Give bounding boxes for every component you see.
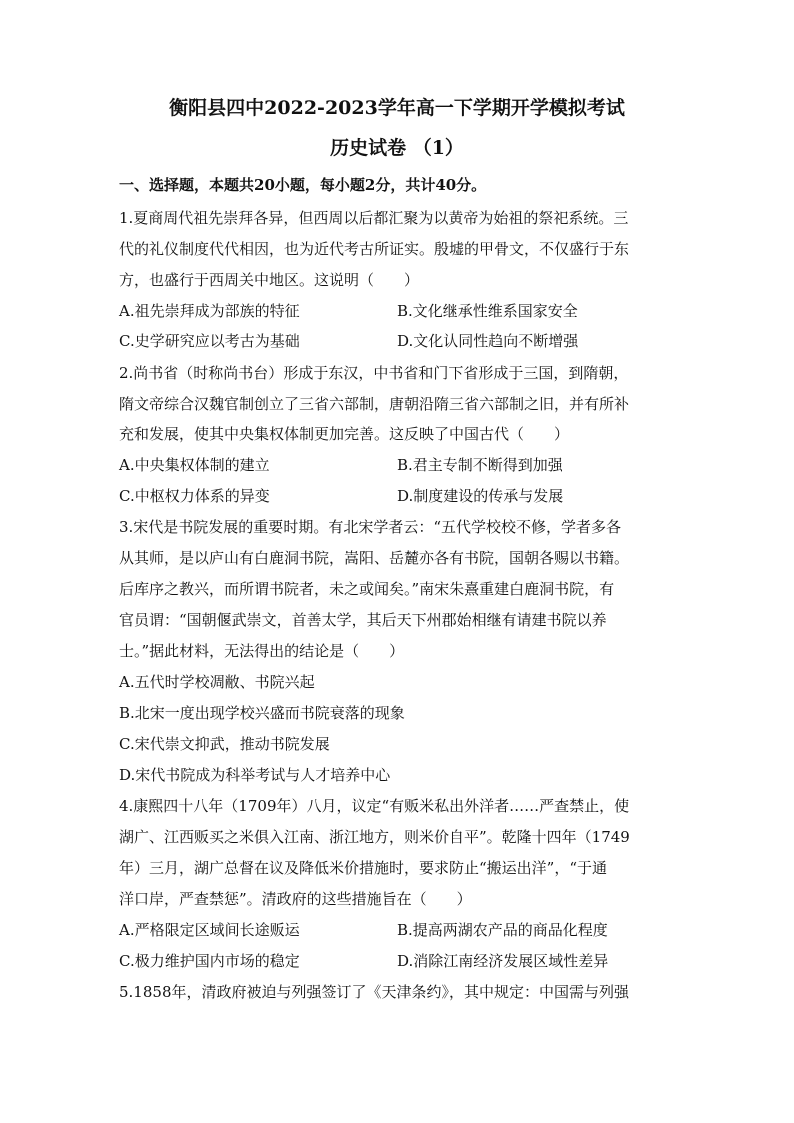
question-3-option-b: B.北宋一度出现学校兴盛而书院衰落的现象 (119, 704, 405, 722)
question-1-option-c: C.史学研究应以考古为基础 (119, 332, 300, 350)
question-3-line: 后库序之教兴，而所谓书院者，未之或闻矣。”南宋朱熹重建白鹿洞书院，有 (119, 580, 615, 598)
question-2-line: 隋文帝综合汉魏官制创立了三省六部制，唐朝沿隋三省六部制之旧，并有所补 (119, 395, 630, 413)
question-3-option-d: D.宋代书院成为科举考试与人才培养中心 (119, 766, 391, 784)
question-2-option-c: C.中枢权力体系的异变 (119, 487, 270, 505)
question-2-line: 2.尚书省（时称尚书台）形成于东汉，中书省和门下省形成于三国，到隋朝， (119, 364, 629, 382)
exam-title: 衡阳县四中2022-2023学年高一下学期开学模拟考试 (169, 97, 625, 119)
question-5-line: 5.1858年，清政府被迫与列强签订了《天津条约》，其中规定：中国需与列强 (119, 983, 629, 1001)
question-3-option-a: A.五代时学校凋敝、书院兴起 (119, 673, 315, 691)
question-4-option-a: A.严格限定区域间长途贩运 (119, 921, 300, 939)
question-2-option-a: A.中央集权体制的建立 (119, 456, 270, 474)
question-2-option-b: B.君主专制不断得到加强 (397, 456, 563, 474)
question-3-line: 士。”据此材料，无法得出的结论是（ ） (119, 642, 405, 660)
question-4-line: 年）三月，湖广总督在议及降低米价措施时，要求防止“搬运出洋”，“于通 (119, 859, 608, 877)
exam-subtitle: 历史试卷 （1） (330, 137, 464, 159)
question-4-line: 4.康熙四十八年（1709年）八月，议定“有贩米私出外洋者……严查禁止，使 (119, 797, 630, 815)
question-3-option-c: C.宋代崇文抑武，推动书院发展 (119, 735, 330, 753)
question-2-option-d: D.制度建设的传承与发展 (397, 487, 564, 505)
question-4-option-b: B.提高两湖农产品的商品化程度 (397, 921, 608, 939)
question-4-line: 洋口岸，严查禁惩”。清政府的这些措施旨在（ ） (119, 890, 472, 908)
question-1-line: 1.夏商周代祖先崇拜各异，但西周以后都汇聚为以黄帝为始祖的祭祀系统。三 (119, 209, 629, 227)
question-1-line: 代的礼仪制度代代相因，也为近代考古所证实。殷墟的甲骨文，不仅盛行于东 (119, 240, 630, 258)
question-3-line: 官员谓：“国朝偃武崇文，首善太学，其后天下州郡始相继有请建书院以养 (119, 611, 607, 629)
question-1-line: 方，也盛行于西周关中地区。这说明（ ） (119, 271, 420, 289)
question-3-line: 3.宋代是书院发展的重要时期。有北宋学者云：“五代学校校不修，学者多各 (119, 518, 621, 536)
question-1-option-d: D.文化认同性趋向不断增强 (397, 332, 579, 350)
question-4-option-c: C.极力维护国内市场的稳定 (119, 952, 300, 970)
question-3-line: 从其师，是以庐山有白鹿洞书院，嵩阳、岳麓亦各有书院，国朝各赐以书籍。 (119, 549, 630, 567)
question-4-line: 湖广、江西贩买之米俱入江南、浙江地方，则米价自平”。乾隆十四年（1749 (119, 828, 630, 846)
question-1-option-a: A.祖先崇拜成为部族的特征 (119, 302, 300, 320)
question-1-option-b: B.文化继承性维系国家安全 (397, 302, 578, 320)
question-4-option-d: D.消除江南经济发展区域性差异 (397, 952, 609, 970)
question-2-line: 充和发展，使其中央集权体制更加完善。这反映了中国古代（ ） (119, 425, 570, 443)
section-heading: 一、选择题，本题共20小题，每小题2分，共计40分。 (119, 176, 487, 194)
